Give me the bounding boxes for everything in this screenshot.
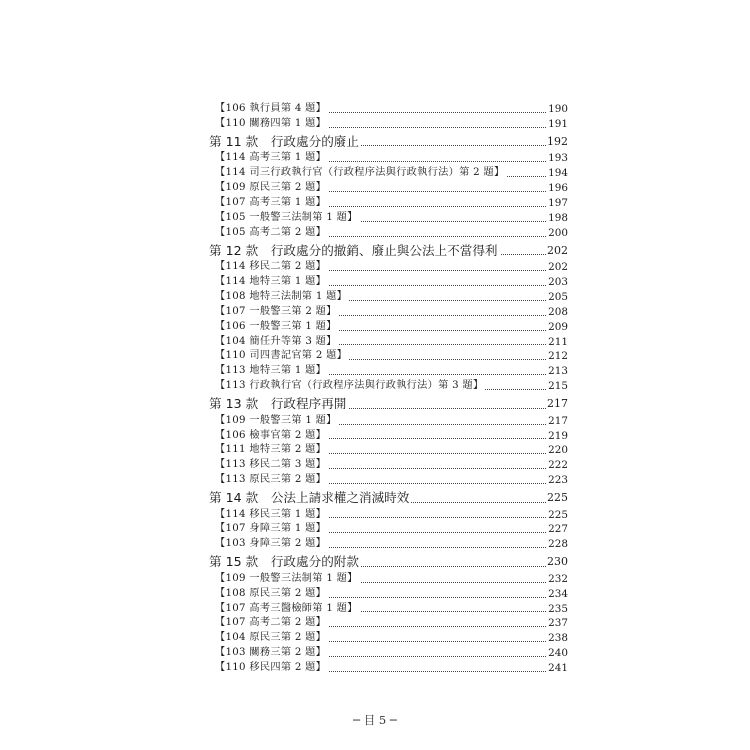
toc-entry-title: 【114 移民三第 1 題】 [215,508,328,523]
toc-entry [0,102,750,117]
toc-entry-title: 【106 一般警三第 1 題】 [215,320,339,335]
toc-entry [0,458,750,473]
table-of-contents [0,102,750,676]
toc-entry [0,211,750,226]
toc-page-number: 219 [548,429,568,442]
toc-entry-title: 【105 一般警三法制第 1 題】 [215,211,360,226]
toc-entry-title: 【108 原民三第 2 題】 [215,587,328,602]
toc-page-number: 202 [546,242,568,261]
toc-entry [0,335,750,350]
toc-entry [0,587,750,602]
toc-entry [0,602,750,617]
toc-page-number: 192 [546,133,568,152]
toc-page-number: 225 [548,508,568,521]
toc-page-number: 217 [548,414,568,427]
toc-entry-title: 【109 原民三第 2 題】 [215,181,328,196]
toc-page-number: 230 [546,553,568,572]
toc-entry [0,473,750,488]
toc-entry [0,117,750,132]
toc-entry-title: 【110 移民四第 2 題】 [215,661,328,676]
toc-entry-title: 【108 地特三法制第 1 題】 [215,290,349,305]
toc-section-title: 第 11 款 行政處分的廢止 [209,133,361,152]
toc-page-number: 213 [548,365,568,378]
toc-page-number: 217 [546,395,568,414]
toc-entry-title: 【114 移民二第 2 題】 [215,260,328,275]
toc-entry-title: 【114 地特三第 1 題】 [215,275,328,290]
toc-entry-title: 【111 地特三第 2 題】 [215,443,328,458]
toc-page-number: 209 [548,320,568,333]
toc-entry [0,379,750,394]
toc-entry-title: 【104 簡任升等第 3 題】 [215,335,339,350]
toc-entry-title: 【109 一般警三第 1 題】 [215,414,339,429]
toc-page-number: 211 [548,335,568,348]
toc-entry [0,226,750,241]
toc-entry [0,537,750,552]
toc-entry [0,349,750,364]
toc-entry-title: 【113 行政執行官（行政程序法與行政執行法）第 3 題】 [215,379,485,394]
toc-entry [0,364,750,379]
toc-entry-title: 【110 司四書記官第 2 題】 [215,349,349,364]
toc-entry-title: 【114 司三行政執行官（行政程序法與行政執行法）第 2 題】 [215,166,506,181]
toc-entry [0,661,750,676]
toc-entry-title: 【109 一般警三法制第 1 題】 [215,572,360,587]
toc-page-number: 227 [548,523,568,536]
toc-entry [0,305,750,320]
toc-entry [0,429,750,444]
toc-entry-title: 【103 關務三第 2 題】 [215,646,328,661]
toc-page-number: 196 [548,182,568,195]
toc-page-number: 241 [548,662,568,675]
toc-entry [0,181,750,196]
toc-entry-title: 【113 移民二第 3 題】 [215,458,328,473]
toc-page-number: 198 [548,211,568,224]
toc-page-number: 238 [548,632,568,645]
toc-entry [0,166,750,181]
toc-entry [0,151,750,166]
toc-section-title: 第 13 款 行政程序再開 [209,395,348,414]
toc-section-entry [0,395,750,414]
toc-section-entry [0,242,750,261]
toc-entry-title: 【107 一般警三第 2 題】 [215,305,339,320]
toc-page-number: 225 [546,489,568,508]
toc-entry [0,260,750,275]
toc-page-number: 223 [548,474,568,487]
toc-page-number: 215 [548,380,568,393]
toc-page-number: 237 [548,617,568,630]
toc-entry-title: 【113 地特三第 1 題】 [215,364,328,379]
toc-page-number: 194 [548,167,568,180]
toc-page-number: 235 [548,602,568,615]
toc-entry [0,508,750,523]
page-number-label: ─ 目 5 ─ [353,713,397,727]
toc-page-number: 202 [548,261,568,274]
toc-page-number: 191 [548,117,568,130]
toc-page-number: 220 [548,444,568,457]
toc-entry-title: 【106 檢事官第 2 題】 [215,429,328,444]
toc-page-number: 212 [548,350,568,363]
toc-entry [0,443,750,458]
toc-section-title: 第 12 款 行政處分的撤銷、廢止與公法上不當得利 [209,242,500,261]
toc-page-number: 200 [548,226,568,239]
toc-page-number: 205 [548,290,568,303]
toc-page-number: 203 [548,276,568,289]
page-footer [0,712,750,728]
toc-page-number: 234 [548,587,568,600]
toc-section-entry [0,489,750,508]
toc-entry [0,646,750,661]
toc-page-number: 208 [548,305,568,318]
toc-page-number: 228 [548,538,568,551]
toc-entry-title: 【107 高考二第 2 題】 [215,616,328,631]
toc-page-number: 232 [548,572,568,585]
toc-entry-title: 【105 高考二第 2 題】 [215,226,328,241]
toc-entry-title: 【103 身障三第 2 題】 [215,537,328,552]
toc-entry [0,631,750,646]
toc-entry-title: 【113 原民三第 2 題】 [215,473,328,488]
toc-section-title: 第 14 款 公法上請求權之消滅時效 [209,489,411,508]
toc-entry-title: 【110 關務四第 1 題】 [215,117,328,132]
toc-entry [0,196,750,211]
toc-entry [0,414,750,429]
toc-section-entry [0,553,750,572]
toc-entry-title: 【114 高考三第 1 題】 [215,151,328,166]
toc-entry-title: 【107 高考三醫檢師第 1 題】 [215,602,360,617]
toc-page-number: 240 [548,647,568,660]
toc-entry-title: 【107 高考三第 1 題】 [215,196,328,211]
toc-entry [0,290,750,305]
toc-section-entry [0,133,750,152]
toc-entry [0,572,750,587]
toc-entry-title: 【107 身障三第 1 題】 [215,522,328,537]
toc-entry [0,275,750,290]
toc-page-number: 222 [548,459,568,472]
toc-entry-title: 【106 執行員第 4 題】 [215,102,328,117]
toc-entry [0,320,750,335]
toc-page-number: 197 [548,196,568,209]
toc-entry-title: 【104 原民三第 2 題】 [215,631,328,646]
toc-entry [0,616,750,631]
toc-page-number: 190 [548,103,568,115]
toc-entry [0,522,750,537]
toc-page-number: 193 [548,152,568,165]
toc-section-title: 第 15 款 行政處分的附款 [209,553,361,572]
